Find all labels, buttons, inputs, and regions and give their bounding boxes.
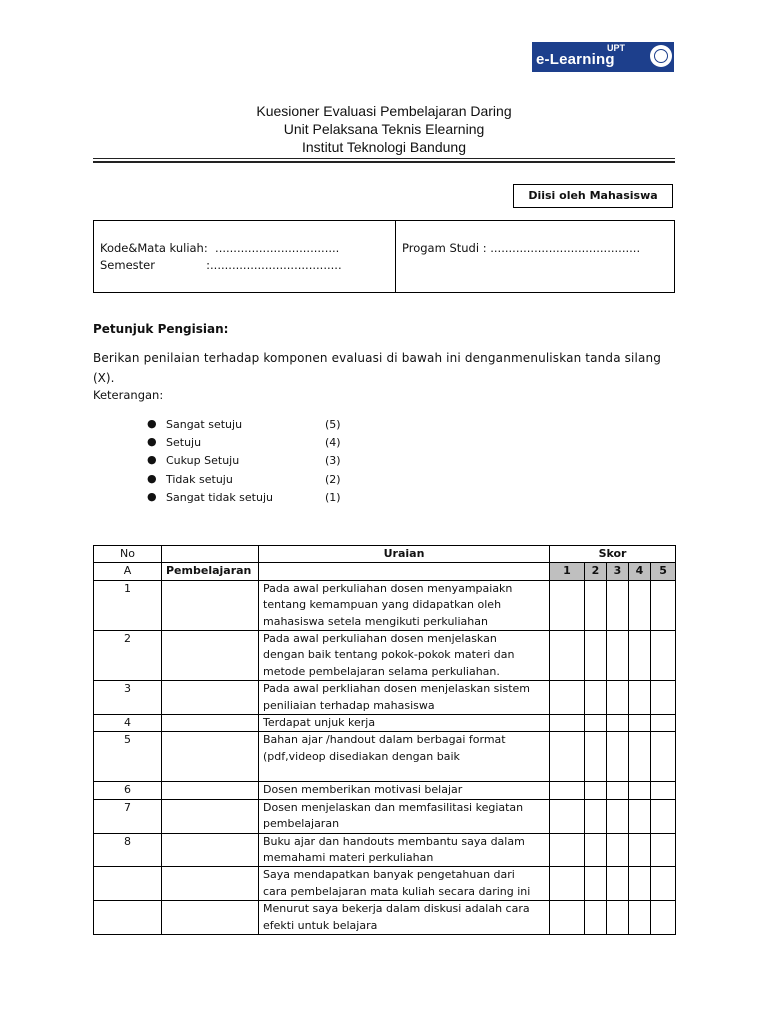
row-empty bbox=[162, 732, 259, 782]
score-header-5: 5 bbox=[651, 563, 676, 580]
table-row bbox=[94, 715, 676, 732]
row-empty bbox=[162, 867, 259, 901]
uraian-line: Dosen memberikan motivasi belajar bbox=[263, 783, 463, 797]
score-cell-3[interactable] bbox=[607, 799, 629, 833]
table-row bbox=[94, 681, 676, 715]
score-cell-5[interactable] bbox=[651, 867, 676, 901]
legend-value: (5) bbox=[325, 418, 341, 431]
score-cell-3[interactable] bbox=[607, 580, 629, 630]
score-cell-5[interactable] bbox=[651, 901, 676, 935]
uraian-line: Pada awal perkuliahan dosen menyampaiakn bbox=[263, 581, 513, 595]
score-cell-2[interactable] bbox=[585, 833, 607, 867]
uraian-line: cara pembelajaran mata kuliah secara daring ini bbox=[263, 884, 531, 898]
score-cell-1[interactable] bbox=[550, 799, 585, 833]
row-uraian bbox=[259, 901, 550, 935]
semester-field[interactable]: Semester :.................................... bbox=[100, 258, 342, 272]
uraian-line: Menurut saya bekerja dalam diskusi adalah cara bbox=[263, 902, 530, 916]
score-cell-1[interactable] bbox=[550, 833, 585, 867]
uraian-line: Dosen menjelaskan dan memfasilitasi kegiatan bbox=[263, 800, 524, 814]
score-cell-3[interactable] bbox=[607, 833, 629, 867]
questionnaire-table bbox=[93, 545, 676, 935]
student-info-box bbox=[93, 220, 675, 293]
title-rule-top bbox=[93, 158, 675, 159]
keterangan-label: Keterangan: bbox=[93, 388, 164, 402]
legend-item bbox=[147, 436, 347, 452]
instructions-text-2: (X). bbox=[93, 371, 115, 385]
legend-item bbox=[147, 473, 347, 489]
table-row bbox=[94, 732, 676, 782]
score-cell-3[interactable] bbox=[607, 782, 629, 799]
header-row bbox=[94, 546, 676, 563]
row-empty bbox=[162, 715, 259, 732]
score-cell-2[interactable] bbox=[585, 631, 607, 681]
uraian-line: Saya mendapatkan banyak pengetahuan dari bbox=[263, 868, 515, 882]
uraian-line: mahasiswa setela mengikuti perkuliahan bbox=[263, 614, 488, 628]
score-cell-4[interactable] bbox=[629, 715, 651, 732]
score-cell-3[interactable] bbox=[607, 681, 629, 715]
itb-seal-icon bbox=[650, 45, 672, 67]
row-uraian bbox=[259, 681, 550, 715]
row-no: 3 bbox=[94, 681, 162, 715]
table-row bbox=[94, 580, 676, 630]
logo-elearning-text: e-Learning bbox=[536, 51, 615, 68]
row-uraian bbox=[259, 631, 550, 681]
table-row bbox=[94, 782, 676, 799]
score-header-3: 3 bbox=[607, 563, 629, 580]
uraian-line: efekti untuk belajara bbox=[263, 918, 378, 932]
row-empty bbox=[162, 782, 259, 799]
uraian-line: Terdapat unjuk kerja bbox=[263, 716, 376, 730]
score-header-2: 2 bbox=[585, 563, 607, 580]
title-line-2: Unit Pelaksana Teknis Elearning bbox=[283, 121, 485, 137]
score-cell-2[interactable] bbox=[585, 681, 607, 715]
title-line-1: Kuesioner Evaluasi Pembelajaran Daring bbox=[256, 103, 512, 119]
row-no: 7 bbox=[94, 799, 162, 833]
section-row bbox=[94, 563, 676, 580]
row-no: 6 bbox=[94, 782, 162, 799]
score-cell-2[interactable] bbox=[585, 782, 607, 799]
uraian-line: dengan baik tentang pokok-pokok materi dan bbox=[263, 648, 515, 662]
score-cell-4[interactable] bbox=[629, 580, 651, 630]
legend-label: Setuju bbox=[166, 436, 202, 449]
uraian-line: memahami materi perkuliahan bbox=[263, 850, 434, 864]
table-row bbox=[94, 867, 676, 901]
score-cell-1[interactable] bbox=[550, 732, 585, 782]
filled-by-box: Diisi oleh Mahasiswa bbox=[513, 184, 673, 208]
row-empty bbox=[162, 631, 259, 681]
row-no: 4 bbox=[94, 715, 162, 732]
row-no: 5 bbox=[94, 732, 162, 782]
title-line-3: Institut Teknologi Bandung bbox=[302, 139, 466, 155]
row-uraian bbox=[259, 715, 550, 732]
title-rule-bottom bbox=[93, 161, 675, 163]
uraian-line: (pdf,videop disediakan dengan baik bbox=[263, 749, 460, 763]
score-cell-1[interactable] bbox=[550, 580, 585, 630]
row-uraian bbox=[259, 833, 550, 867]
header-uraian: Uraian bbox=[259, 546, 550, 563]
row-empty bbox=[162, 799, 259, 833]
score-cell-2[interactable] bbox=[585, 867, 607, 901]
logo-upt-text: UPT bbox=[607, 43, 625, 53]
legend-label: Sangat tidak setuju bbox=[166, 491, 273, 504]
score-cell-1[interactable] bbox=[550, 631, 585, 681]
legend-item bbox=[147, 491, 347, 507]
info-divider bbox=[395, 221, 396, 292]
score-cell-2[interactable] bbox=[585, 901, 607, 935]
uraian-line: Buku ajar dan handouts membantu saya dalam bbox=[263, 834, 525, 848]
legend-value: (2) bbox=[325, 473, 341, 486]
course-code-field[interactable]: Kode&Mata kuliah: .................................. bbox=[100, 241, 340, 255]
row-no: 8 bbox=[94, 833, 162, 867]
row-no: 2 bbox=[94, 631, 162, 681]
score-cell-4[interactable] bbox=[629, 867, 651, 901]
uraian-spacer bbox=[263, 765, 545, 781]
legend-value: (4) bbox=[325, 436, 341, 449]
bullet-icon: ● bbox=[147, 472, 157, 485]
elearning-logo bbox=[532, 42, 674, 72]
score-cell-5[interactable] bbox=[651, 580, 676, 630]
row-no bbox=[94, 901, 162, 935]
score-cell-2[interactable] bbox=[585, 715, 607, 732]
score-cell-5[interactable] bbox=[651, 681, 676, 715]
uraian-line: tentang kemampuan yang didapatkan oleh bbox=[263, 598, 502, 612]
score-cell-2[interactable] bbox=[585, 732, 607, 782]
score-cell-4[interactable] bbox=[629, 732, 651, 782]
score-cell-3[interactable] bbox=[607, 631, 629, 681]
score-header-4: 4 bbox=[629, 563, 651, 580]
bullet-icon: ● bbox=[147, 417, 157, 430]
section-label: Pembelajaran bbox=[162, 563, 259, 580]
score-cell-3[interactable] bbox=[607, 732, 629, 782]
score-cell-1[interactable] bbox=[550, 681, 585, 715]
score-cell-4[interactable] bbox=[629, 681, 651, 715]
score-cell-1[interactable] bbox=[550, 867, 585, 901]
legend-item bbox=[147, 454, 347, 470]
section-empty bbox=[259, 563, 550, 580]
uraian-line: metode pembelajaran selama perkuliahan. bbox=[263, 664, 500, 678]
study-program-field[interactable]: Progam Studi : ......................................... bbox=[402, 241, 641, 255]
row-no bbox=[94, 867, 162, 901]
score-cell-4[interactable] bbox=[629, 631, 651, 681]
bullet-icon: ● bbox=[147, 435, 157, 448]
table-row bbox=[94, 631, 676, 681]
score-cell-5[interactable] bbox=[651, 833, 676, 867]
legend-label: Cukup Setuju bbox=[166, 454, 240, 467]
instructions-heading: Petunjuk Pengisian: bbox=[93, 322, 229, 336]
header-skor: Skor bbox=[550, 546, 676, 563]
score-cell-5[interactable] bbox=[651, 782, 676, 799]
table-row bbox=[94, 901, 676, 935]
legend-label: Tidak setuju bbox=[166, 473, 233, 486]
uraian-line: Pada awal perkuliahan dosen menjelaskan bbox=[263, 632, 497, 646]
header-no: No bbox=[94, 546, 162, 563]
score-cell-3[interactable] bbox=[607, 867, 629, 901]
table-row bbox=[94, 833, 676, 867]
score-cell-4[interactable] bbox=[629, 833, 651, 867]
legend-label: Sangat setuju bbox=[166, 418, 243, 431]
score-cell-2[interactable] bbox=[585, 799, 607, 833]
score-cell-4[interactable] bbox=[629, 799, 651, 833]
score-cell-4[interactable] bbox=[629, 782, 651, 799]
score-cell-5[interactable] bbox=[651, 732, 676, 782]
row-uraian bbox=[259, 782, 550, 799]
row-empty bbox=[162, 901, 259, 935]
score-cell-1[interactable] bbox=[550, 782, 585, 799]
bullet-icon: ● bbox=[147, 490, 157, 503]
header-empty bbox=[162, 546, 259, 563]
score-cell-5[interactable] bbox=[651, 715, 676, 732]
row-no: 1 bbox=[94, 580, 162, 630]
uraian-line: pembelajaran bbox=[263, 817, 340, 831]
score-header-1: 1 bbox=[550, 563, 585, 580]
score-cell-2[interactable] bbox=[585, 580, 607, 630]
legend-value: (3) bbox=[325, 454, 341, 467]
score-cell-1[interactable] bbox=[550, 715, 585, 732]
row-uraian bbox=[259, 799, 550, 833]
row-uraian bbox=[259, 867, 550, 901]
bullet-icon: ● bbox=[147, 453, 157, 466]
instructions-text-1: Berikan penilaian terhadap komponen evaluasi di bawah ini denganmenuliskan tanda silang bbox=[93, 351, 662, 365]
row-empty bbox=[162, 833, 259, 867]
row-empty bbox=[162, 580, 259, 630]
legend-value: (1) bbox=[325, 491, 341, 504]
score-cell-3[interactable] bbox=[607, 715, 629, 732]
row-uraian bbox=[259, 732, 550, 782]
legend-item bbox=[147, 418, 347, 434]
uraian-line: peniliaian terhadap mahasiswa bbox=[263, 698, 435, 712]
score-cell-1[interactable] bbox=[550, 901, 585, 935]
row-uraian bbox=[259, 580, 550, 630]
uraian-line: Bahan ajar /handout dalam berbagai format bbox=[263, 733, 506, 747]
section-no: A bbox=[94, 563, 162, 580]
score-cell-5[interactable] bbox=[651, 631, 676, 681]
row-empty bbox=[162, 681, 259, 715]
uraian-line: Pada awal perkliahan dosen menjelaskan sistem bbox=[263, 682, 530, 696]
score-cell-4[interactable] bbox=[629, 901, 651, 935]
score-cell-5[interactable] bbox=[651, 799, 676, 833]
table-row bbox=[94, 799, 676, 833]
score-cell-3[interactable] bbox=[607, 901, 629, 935]
